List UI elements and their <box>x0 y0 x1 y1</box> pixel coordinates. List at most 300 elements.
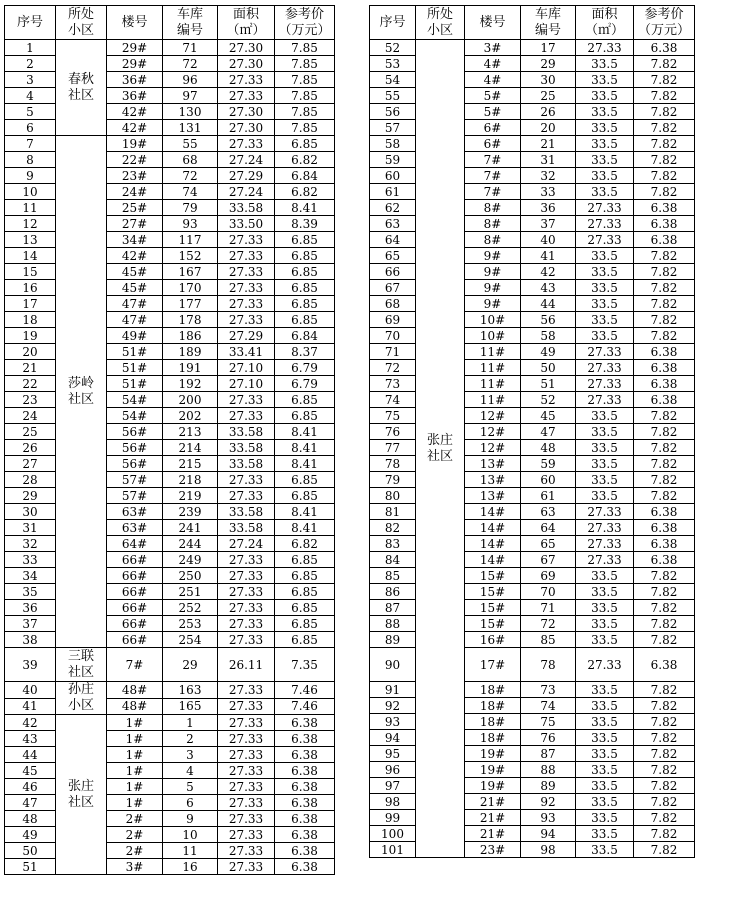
building-cell: 25# <box>107 200 163 216</box>
table-row <box>5 40 335 56</box>
area-cell: 27.33 <box>576 360 634 376</box>
building-cell: 8# <box>465 216 521 232</box>
building-cell: 42# <box>107 248 163 264</box>
serial-cell: 25 <box>5 424 56 440</box>
serial-cell: 97 <box>370 778 416 794</box>
price-cell: 8.41 <box>275 504 335 520</box>
building-cell: 51# <box>107 360 163 376</box>
serial-cell: 29 <box>5 488 56 504</box>
price-cell: 7.82 <box>634 762 695 778</box>
garage-no-cell: 32 <box>521 168 576 184</box>
serial-cell: 45 <box>5 763 56 779</box>
table-row <box>5 280 335 296</box>
garage-no-cell: 37 <box>521 216 576 232</box>
garage-no-cell: 1 <box>163 715 218 731</box>
garage-no-cell: 31 <box>521 152 576 168</box>
garage-no-cell: 69 <box>521 568 576 584</box>
building-cell: 2# <box>107 827 163 843</box>
area-cell: 27.33 <box>218 248 275 264</box>
building-cell: 48# <box>107 698 163 715</box>
price-cell: 7.82 <box>634 136 695 152</box>
garage-no-cell: 213 <box>163 424 218 440</box>
serial-cell: 73 <box>370 376 416 392</box>
serial-cell: 49 <box>5 827 56 843</box>
area-cell: 27.24 <box>218 536 275 552</box>
building-cell: 19# <box>465 746 521 762</box>
building-cell: 21# <box>465 810 521 826</box>
area-cell: 27.29 <box>218 168 275 184</box>
garage-no-cell: 33 <box>521 184 576 200</box>
area-cell: 27.33 <box>218 472 275 488</box>
table-body-right <box>370 6 695 858</box>
price-cell: 7.82 <box>634 794 695 810</box>
price-cell: 6.85 <box>275 472 335 488</box>
price-cell: 6.38 <box>634 536 695 552</box>
serial-cell: 99 <box>370 810 416 826</box>
price-cell: 7.82 <box>634 168 695 184</box>
serial-cell: 13 <box>5 232 56 248</box>
area-cell: 27.33 <box>218 488 275 504</box>
area-cell: 33.5 <box>576 88 634 104</box>
serial-cell: 98 <box>370 794 416 810</box>
garage-no-cell: 17 <box>521 40 576 56</box>
header-price: 参考价 （万元） <box>275 6 335 40</box>
building-cell: 27# <box>107 216 163 232</box>
price-cell: 6.82 <box>275 152 335 168</box>
garage-no-cell: 63 <box>521 504 576 520</box>
building-cell: 12# <box>465 408 521 424</box>
area-cell: 33.5 <box>576 810 634 826</box>
garage-no-cell: 249 <box>163 552 218 568</box>
garage-no-cell: 52 <box>521 392 576 408</box>
area-cell: 27.24 <box>218 152 275 168</box>
building-cell: 6# <box>465 120 521 136</box>
garage-no-cell: 50 <box>521 360 576 376</box>
serial-cell: 76 <box>370 424 416 440</box>
area-cell: 33.5 <box>576 440 634 456</box>
garage-no-cell: 92 <box>521 794 576 810</box>
header-garage-no: 车库 编号 <box>163 6 218 40</box>
building-cell: 57# <box>107 488 163 504</box>
building-cell: 8# <box>465 232 521 248</box>
building-cell: 66# <box>107 600 163 616</box>
building-cell: 11# <box>465 344 521 360</box>
garage-no-cell: 11 <box>163 843 218 859</box>
serial-cell: 23 <box>5 392 56 408</box>
table-row <box>5 200 335 216</box>
area-cell: 27.33 <box>218 747 275 763</box>
building-cell: 56# <box>107 424 163 440</box>
garage-no-cell: 85 <box>521 632 576 648</box>
area-cell: 27.33 <box>218 392 275 408</box>
area-cell: 33.5 <box>576 682 634 698</box>
header-building: 楼号 <box>107 6 163 40</box>
area-cell: 33.41 <box>218 344 275 360</box>
garage-no-cell: 49 <box>521 344 576 360</box>
table-row <box>5 184 335 200</box>
garage-no-cell: 250 <box>163 568 218 584</box>
garage-no-cell: 51 <box>521 376 576 392</box>
serial-cell: 12 <box>5 216 56 232</box>
serial-cell: 93 <box>370 714 416 730</box>
header-community: 所处 小区 <box>416 6 465 40</box>
serial-cell: 67 <box>370 280 416 296</box>
building-cell: 15# <box>465 600 521 616</box>
area-cell: 33.5 <box>576 168 634 184</box>
price-cell: 6.38 <box>634 200 695 216</box>
area-cell: 33.58 <box>218 504 275 520</box>
garage-no-cell: 215 <box>163 456 218 472</box>
building-cell: 18# <box>465 682 521 698</box>
garage-no-cell: 29 <box>521 56 576 72</box>
area-cell: 33.5 <box>576 584 634 600</box>
garage-no-cell: 36 <box>521 200 576 216</box>
table-row <box>370 40 695 56</box>
building-cell: 49# <box>107 328 163 344</box>
serial-cell: 95 <box>370 746 416 762</box>
serial-cell: 91 <box>370 682 416 698</box>
price-cell: 6.85 <box>275 600 335 616</box>
building-cell: 11# <box>465 376 521 392</box>
table-row <box>5 584 335 600</box>
area-cell: 27.33 <box>218 616 275 632</box>
serial-cell: 64 <box>370 232 416 248</box>
price-cell: 6.85 <box>275 248 335 264</box>
area-cell: 33.5 <box>576 184 634 200</box>
area-cell: 27.33 <box>576 392 634 408</box>
area-cell: 33.5 <box>576 842 634 858</box>
garage-no-cell: 192 <box>163 376 218 392</box>
garage-no-cell: 244 <box>163 536 218 552</box>
building-cell: 42# <box>107 104 163 120</box>
header-community: 所处 小区 <box>56 6 107 40</box>
price-cell: 6.79 <box>275 376 335 392</box>
area-cell: 27.33 <box>218 859 275 875</box>
table-row <box>5 232 335 248</box>
table-row <box>5 859 335 875</box>
serial-cell: 57 <box>370 120 416 136</box>
building-cell: 36# <box>107 72 163 88</box>
price-cell: 6.38 <box>275 747 335 763</box>
area-cell: 33.5 <box>576 616 634 632</box>
garage-table-left <box>4 5 335 875</box>
building-cell: 48# <box>107 682 163 699</box>
serial-cell: 53 <box>370 56 416 72</box>
serial-cell: 90 <box>370 648 416 682</box>
price-cell: 7.82 <box>634 456 695 472</box>
area-cell: 27.10 <box>218 360 275 376</box>
garage-no-cell: 29 <box>163 648 218 682</box>
serial-cell: 84 <box>370 552 416 568</box>
price-cell: 7.82 <box>634 264 695 280</box>
garage-no-cell: 98 <box>521 842 576 858</box>
price-cell: 8.39 <box>275 216 335 232</box>
garage-no-cell: 3 <box>163 747 218 763</box>
table-row <box>5 136 335 152</box>
table-row <box>5 312 335 328</box>
serial-cell: 75 <box>370 408 416 424</box>
area-cell: 27.33 <box>576 552 634 568</box>
price-cell: 6.85 <box>275 280 335 296</box>
area-cell: 27.33 <box>218 584 275 600</box>
table-row <box>5 216 335 232</box>
serial-cell: 46 <box>5 779 56 795</box>
serial-cell: 92 <box>370 698 416 714</box>
price-cell: 6.38 <box>634 40 695 56</box>
garage-no-cell: 16 <box>163 859 218 875</box>
serial-cell: 37 <box>5 616 56 632</box>
price-cell: 6.38 <box>275 731 335 747</box>
serial-cell: 65 <box>370 248 416 264</box>
price-cell: 6.38 <box>634 504 695 520</box>
garage-no-cell: 94 <box>521 826 576 842</box>
price-cell: 6.38 <box>275 795 335 811</box>
building-cell: 19# <box>465 778 521 794</box>
area-cell: 33.58 <box>218 440 275 456</box>
building-cell: 9# <box>465 296 521 312</box>
community-name: 孙庄 小区 <box>56 682 107 715</box>
serial-cell: 33 <box>5 552 56 568</box>
garage-no-cell: 200 <box>163 392 218 408</box>
garage-no-cell: 58 <box>521 328 576 344</box>
garage-no-cell: 89 <box>521 778 576 794</box>
community-name: 春秋 社区 <box>56 40 107 136</box>
building-cell: 7# <box>465 184 521 200</box>
area-cell: 33.5 <box>576 488 634 504</box>
garage-no-cell: 10 <box>163 827 218 843</box>
garage-no-cell: 93 <box>521 810 576 826</box>
price-cell: 6.38 <box>634 360 695 376</box>
building-cell: 66# <box>107 616 163 632</box>
price-cell: 8.41 <box>275 440 335 456</box>
garage-no-cell: 78 <box>521 648 576 682</box>
price-cell: 8.41 <box>275 424 335 440</box>
price-cell: 7.82 <box>634 746 695 762</box>
serial-cell: 86 <box>370 584 416 600</box>
garage-no-cell: 6 <box>163 795 218 811</box>
serial-cell: 28 <box>5 472 56 488</box>
area-cell: 27.33 <box>576 344 634 360</box>
serial-cell: 68 <box>370 296 416 312</box>
table-row <box>5 747 335 763</box>
garage-no-cell: 44 <box>521 296 576 312</box>
building-cell: 63# <box>107 520 163 536</box>
serial-cell: 42 <box>5 715 56 731</box>
serial-cell: 17 <box>5 296 56 312</box>
area-cell: 33.5 <box>576 56 634 72</box>
building-cell: 21# <box>465 794 521 810</box>
price-cell: 6.38 <box>634 520 695 536</box>
price-cell: 7.82 <box>634 88 695 104</box>
header-serial: 序号 <box>5 6 56 40</box>
price-cell: 7.82 <box>634 72 695 88</box>
price-cell: 7.82 <box>634 778 695 794</box>
price-cell: 7.82 <box>634 488 695 504</box>
price-cell: 6.84 <box>275 328 335 344</box>
table-row <box>5 698 335 715</box>
area-cell: 27.33 <box>576 40 634 56</box>
price-cell: 6.38 <box>634 216 695 232</box>
serial-cell: 88 <box>370 616 416 632</box>
serial-cell: 78 <box>370 456 416 472</box>
table-row <box>5 376 335 392</box>
building-cell: 14# <box>465 536 521 552</box>
garage-no-cell: 74 <box>521 698 576 714</box>
building-cell: 1# <box>107 779 163 795</box>
table-row <box>5 827 335 843</box>
header-row <box>370 6 695 40</box>
area-cell: 27.30 <box>218 120 275 136</box>
area-cell: 33.5 <box>576 152 634 168</box>
area-cell: 33.5 <box>576 730 634 746</box>
price-cell: 6.38 <box>634 376 695 392</box>
table-row <box>5 779 335 795</box>
garage-no-cell: 30 <box>521 72 576 88</box>
building-cell: 34# <box>107 232 163 248</box>
table-row <box>5 248 335 264</box>
table-row <box>5 120 335 136</box>
price-cell: 6.38 <box>275 827 335 843</box>
building-cell: 9# <box>465 264 521 280</box>
price-cell: 7.82 <box>634 810 695 826</box>
table-row <box>5 344 335 360</box>
serial-cell: 27 <box>5 456 56 472</box>
garage-no-cell: 26 <box>521 104 576 120</box>
building-cell: 17# <box>465 648 521 682</box>
garage-no-cell: 70 <box>521 584 576 600</box>
area-cell: 27.33 <box>218 632 275 648</box>
garage-no-cell: 87 <box>521 746 576 762</box>
garage-no-cell: 59 <box>521 456 576 472</box>
serial-cell: 16 <box>5 280 56 296</box>
table-row <box>5 424 335 440</box>
header-price: 参考价 （万元） <box>634 6 695 40</box>
price-cell: 7.82 <box>634 584 695 600</box>
area-cell: 26.11 <box>218 648 275 682</box>
garage-no-cell: 47 <box>521 424 576 440</box>
area-cell: 27.33 <box>218 682 275 699</box>
area-cell: 27.33 <box>218 568 275 584</box>
area-cell: 27.33 <box>218 600 275 616</box>
garage-no-cell: 252 <box>163 600 218 616</box>
price-cell: 6.38 <box>275 859 335 875</box>
building-cell: 18# <box>465 714 521 730</box>
community-name: 三联 社区 <box>56 648 107 682</box>
garage-no-cell: 130 <box>163 104 218 120</box>
garage-no-cell: 43 <box>521 280 576 296</box>
building-cell: 1# <box>107 747 163 763</box>
garage-no-cell: 131 <box>163 120 218 136</box>
area-cell: 33.5 <box>576 746 634 762</box>
area-cell: 27.33 <box>218 763 275 779</box>
area-cell: 27.33 <box>576 504 634 520</box>
building-cell: 14# <box>465 520 521 536</box>
building-cell: 22# <box>107 152 163 168</box>
garage-no-cell: 68 <box>163 152 218 168</box>
garage-no-cell: 167 <box>163 264 218 280</box>
area-cell: 33.5 <box>576 826 634 842</box>
serial-cell: 36 <box>5 600 56 616</box>
table-row <box>5 568 335 584</box>
serial-cell: 85 <box>370 568 416 584</box>
table-body-left <box>5 6 335 875</box>
area-cell: 33.5 <box>576 762 634 778</box>
header-row <box>5 6 335 40</box>
garage-no-cell: 40 <box>521 232 576 248</box>
serial-cell: 18 <box>5 312 56 328</box>
area-cell: 33.5 <box>576 280 634 296</box>
building-cell: 24# <box>107 184 163 200</box>
building-cell: 18# <box>465 698 521 714</box>
community-name: 张庄 社区 <box>416 40 465 858</box>
area-cell: 27.33 <box>218 811 275 827</box>
garage-no-cell: 45 <box>521 408 576 424</box>
area-cell: 27.33 <box>576 648 634 682</box>
area-cell: 33.5 <box>576 568 634 584</box>
garage-no-cell: 71 <box>521 600 576 616</box>
garage-no-cell: 202 <box>163 408 218 424</box>
building-cell: 15# <box>465 568 521 584</box>
price-cell: 6.85 <box>275 264 335 280</box>
building-cell: 5# <box>465 104 521 120</box>
price-cell: 6.38 <box>275 763 335 779</box>
building-cell: 6# <box>465 136 521 152</box>
serial-cell: 61 <box>370 184 416 200</box>
serial-cell: 89 <box>370 632 416 648</box>
building-cell: 23# <box>107 168 163 184</box>
area-cell: 27.33 <box>576 200 634 216</box>
header-building: 楼号 <box>465 6 521 40</box>
area-cell: 33.5 <box>576 264 634 280</box>
price-cell: 6.82 <box>275 184 335 200</box>
building-cell: 29# <box>107 40 163 56</box>
area-cell: 33.5 <box>576 794 634 810</box>
area-cell: 33.58 <box>218 200 275 216</box>
building-cell: 45# <box>107 280 163 296</box>
table-row <box>5 536 335 552</box>
table-row <box>5 632 335 648</box>
price-cell: 6.85 <box>275 488 335 504</box>
serial-cell: 10 <box>5 184 56 200</box>
serial-cell: 3 <box>5 72 56 88</box>
building-cell: 4# <box>465 56 521 72</box>
price-cell: 6.85 <box>275 312 335 328</box>
price-cell: 8.41 <box>275 200 335 216</box>
table-row <box>5 648 335 682</box>
area-cell: 27.30 <box>218 104 275 120</box>
price-cell: 7.82 <box>634 568 695 584</box>
price-cell: 7.82 <box>634 424 695 440</box>
garage-no-cell: 165 <box>163 698 218 715</box>
table-row <box>5 104 335 120</box>
building-cell: 11# <box>465 392 521 408</box>
area-cell: 27.33 <box>218 715 275 731</box>
table-row <box>5 72 335 88</box>
table-row <box>5 360 335 376</box>
garage-no-cell: 73 <box>521 682 576 698</box>
building-cell: 9# <box>465 280 521 296</box>
price-cell: 6.84 <box>275 168 335 184</box>
serial-cell: 22 <box>5 376 56 392</box>
building-cell: 2# <box>107 843 163 859</box>
price-cell: 6.38 <box>275 715 335 731</box>
garage-no-cell: 170 <box>163 280 218 296</box>
garage-no-cell: 72 <box>163 56 218 72</box>
building-cell: 5# <box>465 88 521 104</box>
header-garage-no: 车库 编号 <box>521 6 576 40</box>
price-cell: 7.82 <box>634 730 695 746</box>
building-cell: 14# <box>465 504 521 520</box>
